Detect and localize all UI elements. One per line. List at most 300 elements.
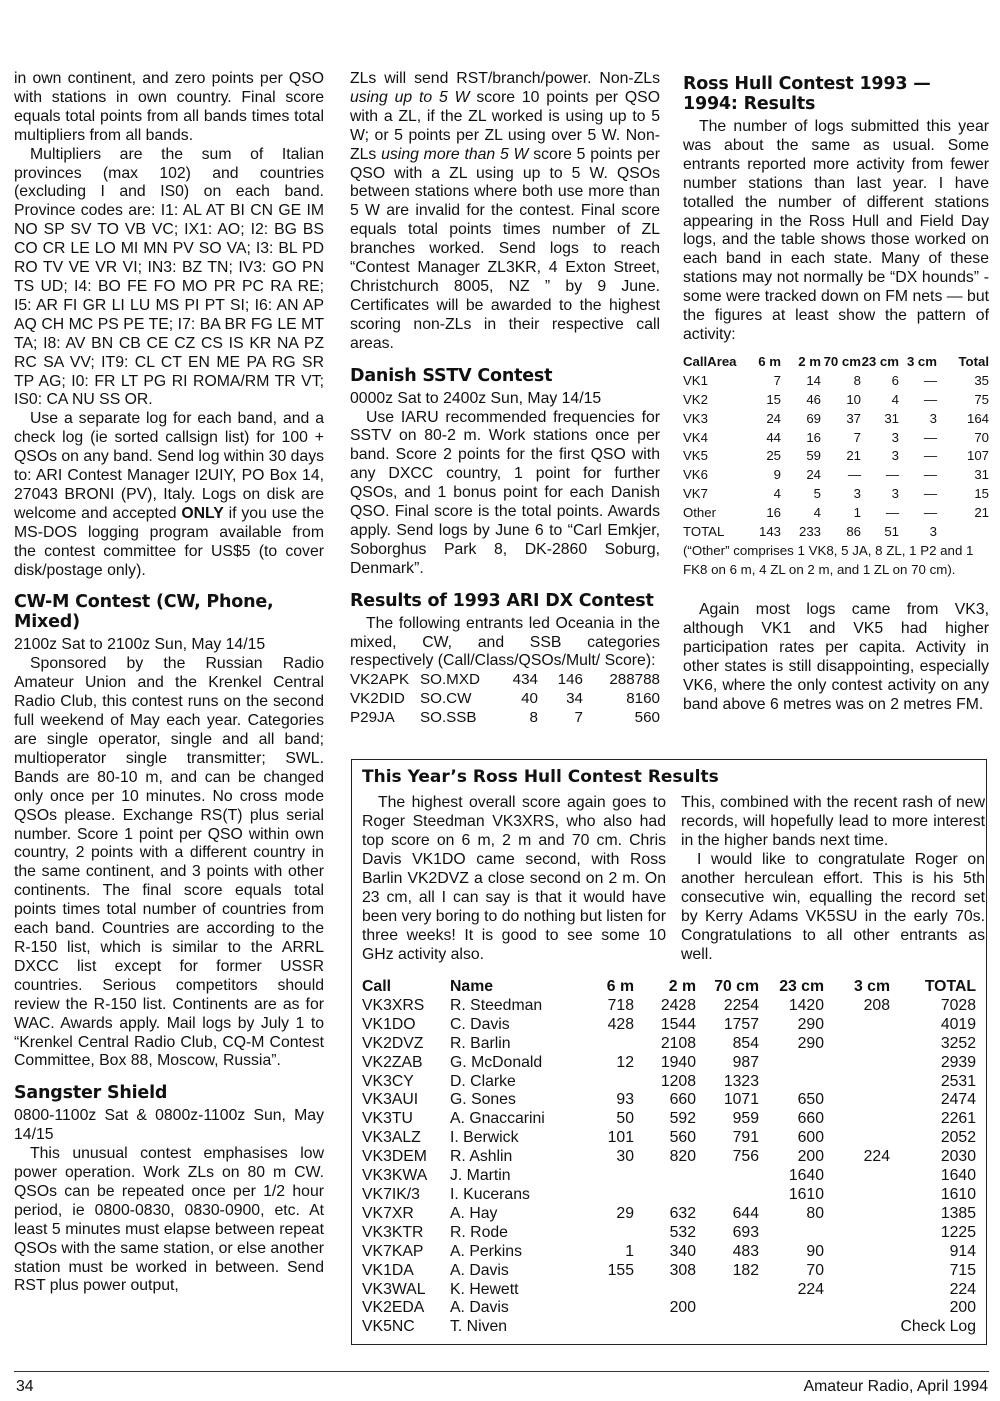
results-cell: A. Davis	[450, 1299, 509, 1317]
results-cell: 200	[669, 1299, 696, 1317]
stats-cell: VK1	[683, 372, 708, 388]
results-row	[362, 1318, 976, 1337]
results-cell: 2030	[940, 1148, 976, 1166]
results-cell: 560	[669, 1129, 696, 1147]
stats-cell: 4	[813, 505, 821, 521]
stats-cell: VK6	[683, 467, 708, 483]
stats-header-cell: Total	[958, 353, 989, 369]
box-left-column	[362, 793, 666, 964]
sangster-shield-time: 0800-1100z Sat & 0800z-1100z Sun, May 14/15	[14, 1107, 324, 1144]
results-cell: 80	[806, 1204, 824, 1222]
ari-result-cell: SO.MXD	[420, 671, 480, 689]
results-cell: 820	[669, 1148, 696, 1166]
results-cell: 2254	[723, 996, 759, 1014]
stats-cell: 21	[974, 505, 989, 521]
results-cell: VK3WAL	[362, 1280, 426, 1298]
stats-cell: 4	[891, 391, 899, 407]
results-cell: 987	[732, 1053, 759, 1071]
results-cell: 532	[669, 1223, 696, 1241]
results-cell: VK3XRS	[362, 996, 425, 1014]
stats-cell: 1	[853, 505, 861, 521]
results-cell	[759, 1054, 824, 1073]
results-cell: 428	[607, 1015, 634, 1033]
results-row	[362, 1035, 976, 1054]
stats-cell: 143	[758, 524, 781, 540]
results-header-cell: Call	[362, 978, 391, 995]
stats-cell: 15	[766, 391, 781, 407]
box-right-text-2: I would like to congratulate Roger on another herculean effort. This is his 5th consecutive win, equalling the record set by Kerry Adams VK5SU in the early 70s. Congratulations to all other entrants as well.	[681, 851, 985, 963]
results-cell: 30	[616, 1148, 634, 1166]
results-cell: 7028	[940, 996, 976, 1014]
results-cell: 12	[616, 1053, 634, 1071]
results-cell: D. Clarke	[450, 1072, 516, 1090]
results-cell	[634, 1281, 696, 1300]
stats-cell: 86	[846, 524, 861, 540]
results-cell: J. Martin	[450, 1167, 511, 1185]
results-cell: 715	[949, 1261, 976, 1279]
stats-cell: 7	[773, 372, 781, 388]
ari-result-row	[350, 671, 660, 690]
results-cell: VK1DA	[362, 1261, 414, 1279]
stats-cell	[937, 523, 989, 542]
stats-header-cell: 2 m	[798, 353, 821, 369]
results-cell	[759, 1299, 824, 1318]
stats-row	[683, 485, 989, 504]
stats-cell: 8	[853, 372, 861, 388]
results-cell	[696, 1167, 759, 1186]
sangster-shield-body: This unusual contest emphasises low power operation. Work ZLs on 80 m CW. QSOs can be repeated once per 1/2 hour period, ie 0800-0830, 0830-0900, etc. At least 5 minutes must elapse between repeat QSOs with the same station, or else another station must be worked in between. Send RST plus power output,	[14, 1145, 324, 1295]
results-row	[362, 1243, 976, 1262]
ari-result-cell: 434	[512, 671, 538, 689]
ari-result-cell: VK2APK	[350, 671, 410, 689]
ari-result-cell: SO.SSB	[420, 708, 477, 726]
results-cell: 1385	[940, 1204, 976, 1222]
results-cell: 208	[863, 996, 890, 1014]
results-cell: 1208	[660, 1072, 696, 1090]
ari-result-cell: 560	[634, 708, 660, 726]
results-cell	[824, 1243, 890, 1262]
results-cell: VK2ZAB	[362, 1053, 423, 1071]
results-cell: VK1DO	[362, 1015, 416, 1033]
stats-header-cell: 6 m	[758, 353, 781, 369]
stats-cell: VK5	[683, 448, 708, 464]
results-cell: VK3KWA	[362, 1167, 428, 1185]
stats-cell: VK2	[683, 391, 708, 407]
results-cell: 1640	[788, 1167, 824, 1185]
results-cell: 660	[797, 1110, 824, 1128]
results-header-cell: 3 cm	[853, 978, 890, 995]
results-cell: 1225	[940, 1223, 976, 1241]
stats-cell: 107	[966, 448, 989, 464]
stats-cell: 51	[884, 524, 899, 540]
results-cell: 1757	[723, 1015, 759, 1033]
results-cell	[576, 1299, 634, 1318]
results-cell	[824, 1073, 890, 1092]
sangster-shield-heading: Sangster Shield	[14, 1083, 168, 1104]
results-cell: VK3CY	[362, 1072, 414, 1090]
results-cell: A. Davis	[450, 1261, 509, 1279]
results-cell	[824, 1224, 890, 1243]
ari-result-cell: VK2DID	[350, 689, 405, 707]
results-cell	[576, 1281, 634, 1300]
stats-cell: 7	[853, 429, 861, 445]
results-cell: 200	[797, 1148, 824, 1166]
stats-cell: —	[923, 486, 937, 502]
results-cell: 1323	[723, 1072, 759, 1090]
results-cell: VK3KTR	[362, 1223, 424, 1241]
stats-cell: 24	[806, 467, 821, 483]
danish-sstv-heading: Danish SSTV Contest	[350, 365, 553, 386]
results-cell: 2428	[660, 996, 696, 1014]
stats-cell: —	[923, 391, 937, 407]
stats-cell: 16	[806, 429, 821, 445]
stats-cell: —	[885, 467, 899, 483]
results-cell	[634, 1167, 696, 1186]
stats-cell: —	[923, 429, 937, 445]
results-cell: G. McDonald	[450, 1053, 543, 1071]
results-cell: 693	[732, 1223, 759, 1241]
stats-cell: —	[885, 505, 899, 521]
results-cell: A. Hay	[450, 1204, 498, 1222]
stats-cell: 59	[806, 448, 821, 464]
stats-cell: VK3	[683, 410, 708, 426]
results-header-cell: 70 cm	[714, 978, 759, 995]
results-cell	[824, 1318, 890, 1337]
results-header-cell: Name	[450, 978, 494, 995]
sangster-rules-text: ZLs will send RST/branch/power. Non-ZLs using up to 5 W score 10 points per QSO with a ZL, if the ZL worked is using up to 5 W; or 5 points per ZL using over 5 W. Non-ZLs using more than 5 W score 5 points per QSO with a ZL using up to 5 W. QSOs between stations where both use more than 5 W are invalid for the contest. Final score equals total points times number of ZL branches worked. Send logs to reach “Contest Manager ZL3KR, 4 Exton Street, Christchurch 8005, NZ ” by 9 June. Certificates will be awarded to the highest scoring non-ZLs in their respective call areas.	[350, 70, 660, 352]
results-cell: 2531	[940, 1072, 976, 1090]
stats-cell: —	[923, 467, 937, 483]
results-cell: 791	[732, 1129, 759, 1147]
stats-cell: 16	[766, 505, 781, 521]
stats-cell: 14	[806, 372, 821, 388]
results-cell	[759, 1224, 824, 1243]
results-cell	[576, 1167, 634, 1186]
stats-cell: 25	[766, 448, 781, 464]
stats-header-cell: 70 cm	[823, 353, 861, 369]
ari-result-cell: 8	[529, 708, 538, 726]
stats-cell: 31	[884, 410, 899, 426]
contest-results-table	[362, 978, 976, 1337]
results-header-cell: TOTAL	[924, 978, 976, 995]
ross-hull-intro: The number of logs submitted this year was about the same as usual. Some entrants reported more activity from fewer number stations than last year. I have totalled the number of different stations appearing in the Ross Hull and Field Day logs, and the table shows those worked on each band in each state. Many of these stations may not normally be “DX hounds” - some were tracked down on FM nets — but the figures at least show the pattern of activity:	[683, 118, 989, 343]
results-cell: T. Niven	[450, 1318, 508, 1336]
results-header-cell: 2 m	[668, 978, 696, 995]
results-row	[362, 1167, 976, 1186]
results-cell: 756	[732, 1148, 759, 1166]
results-cell: K. Hewett	[450, 1280, 519, 1298]
results-cell: C. Davis	[450, 1015, 510, 1033]
stats-row	[683, 447, 989, 466]
results-cell: 660	[669, 1091, 696, 1109]
results-cell	[824, 1205, 890, 1224]
results-header-cell: 23 cm	[779, 978, 824, 995]
results-cell: 70	[806, 1261, 824, 1279]
results-row	[362, 1224, 976, 1243]
results-cell: 50	[616, 1110, 634, 1128]
results-cell	[824, 1129, 890, 1148]
results-cell: 224	[797, 1280, 824, 1298]
stats-cell: 6	[891, 372, 899, 388]
stats-cell: 15	[974, 486, 989, 502]
results-row	[362, 1262, 976, 1281]
ari-results-intro: The following entrants led Oceania in the mixed, CW, and SSB categories respectively (Call/Class/QSOs/Mult/ Score):	[350, 614, 660, 670]
stats-cell: 37	[846, 410, 861, 426]
results-cell	[576, 1073, 634, 1092]
results-cell: VK5NC	[362, 1318, 415, 1336]
results-cell: 600	[797, 1129, 824, 1147]
results-cell	[824, 1016, 890, 1035]
results-cell: 592	[669, 1110, 696, 1128]
stats-cell: —	[847, 467, 861, 483]
stats-cell: VK7	[683, 486, 708, 502]
ari-result-cell: 146	[557, 671, 583, 689]
stats-cell: —	[923, 448, 937, 464]
results-cell	[824, 1281, 890, 1300]
results-row	[362, 1073, 976, 1092]
logs-text: Use a separate log for each band, and a check log (ie sorted callsign list) for 100 + QSOs on any band. Send log within 30 days to: ARI Contest Manager I2UIY, PO Box 14, 27043 BRONI (PV), Italy. Logs on disk are welcome and accepted ONLY if you use the MS-DOS logging program available from the contest committee for US$5 (to cover disk/postage only).	[14, 410, 324, 579]
column-2	[350, 70, 660, 727]
results-cell: 101	[607, 1129, 634, 1147]
results-cell	[696, 1299, 759, 1318]
results-cell: 4019	[940, 1015, 976, 1033]
results-cell: 1640	[940, 1167, 976, 1185]
results-row	[362, 1299, 976, 1318]
box-right-text-1: This, combined with the recent rash of new records, will hopefully lead to more interest in the higher bands next time.	[681, 794, 985, 849]
results-cell: G. Sones	[450, 1091, 516, 1109]
results-row	[362, 1110, 976, 1129]
stats-cell: 44	[766, 429, 781, 445]
results-cell: 224	[863, 1148, 890, 1166]
stats-cell: 3	[891, 486, 899, 502]
results-cell: 224	[949, 1280, 976, 1298]
stats-cell: 3	[929, 410, 937, 426]
results-cell	[576, 1186, 634, 1205]
ari-result-cell: 7	[574, 708, 583, 726]
results-cell	[696, 1186, 759, 1205]
ari-result-cell: 288788	[609, 671, 660, 689]
stats-footnote: (“Other” comprises 1 VK8, 5 JA, 8 ZL, 1 P2 and 1 FK8 on 6 m, 4 ZL on 2 m, and 1 ZL on 70 cm).	[683, 542, 974, 577]
results-cell: Check Log	[900, 1318, 976, 1336]
stats-cell: 69	[806, 410, 821, 426]
results-cell: R. Ashlin	[450, 1148, 513, 1166]
stats-cell: 4	[773, 486, 781, 502]
page-number: 34	[16, 1378, 34, 1395]
results-cell: 290	[797, 1015, 824, 1033]
results-row	[362, 1186, 976, 1205]
stats-cell: —	[923, 372, 937, 388]
stats-cell: 9	[773, 467, 781, 483]
ari-result-cell: 40	[521, 689, 538, 707]
results-cell: 1610	[788, 1185, 824, 1203]
box-left-text: The highest overall score again goes to Roger Steedman VK3XRS, who also had top score on 6 m, 2 m and 70 cm. Chris Davis VK1DO came second, with Ross Barlin VK2DVZ a close second on 2 m. On 23 cm, all I can say is that it would have been very boring to do nothing but listen for three weeks! It is good to see some 10 GHz activity also.	[362, 794, 666, 963]
italian-scoring-text: in own continent, and zero points per QSO with stations in own country. Final score equals total points from all bands times total multipliers from all bands.	[14, 70, 324, 144]
stats-header-cell: 23 cm	[861, 353, 899, 369]
results-cell	[824, 1262, 890, 1281]
ari-result-cell: P29JA	[350, 708, 395, 726]
stats-cell: 3	[929, 524, 937, 540]
results-cell	[634, 1186, 696, 1205]
results-cell: 854	[732, 1034, 759, 1052]
results-cell: 2939	[940, 1053, 976, 1071]
stats-row	[683, 410, 989, 429]
results-cell: 632	[669, 1204, 696, 1222]
footer-rule	[14, 1371, 989, 1372]
ari-results-heading: Results of 1993 ARI DX Contest	[350, 590, 654, 611]
results-cell: VK7IK/3	[362, 1185, 420, 1203]
danish-sstv-body: Use IARU recommended frequencies for SSTV on 80-2 m. Work stations once per band. Score 2 points for the first QSO with any DXCC country, 1 point for further QSOs, and 1 bonus point for each Danish QSO. Final score is the total points. Awards apply. Send logs by June 6 to “Carl Emkjer, Soborghus Park 8, DK-2860 Soburg, Denmark”.	[350, 408, 660, 577]
column-3	[683, 74, 989, 715]
results-cell: 2261	[940, 1110, 976, 1128]
results-cell: 718	[607, 996, 634, 1014]
results-row	[362, 1091, 976, 1110]
stats-cell: 3	[891, 429, 899, 445]
results-cell: 1610	[940, 1185, 976, 1203]
stats-cell: TOTAL	[683, 524, 725, 540]
stats-header-cell: CallArea	[683, 353, 737, 369]
stats-row	[683, 429, 989, 448]
results-cell: I. Kucerans	[450, 1185, 530, 1203]
stats-cell: 35	[974, 372, 989, 388]
results-cell: 340	[669, 1242, 696, 1260]
ari-result-cell: 34	[566, 689, 583, 707]
results-cell: 1071	[723, 1091, 759, 1109]
results-cell: 182	[732, 1261, 759, 1279]
stats-cell: Other	[683, 505, 716, 521]
results-cell	[824, 1035, 890, 1054]
results-cell: VK3AUI	[362, 1091, 419, 1109]
stats-row	[683, 372, 989, 391]
results-cell	[576, 1035, 634, 1054]
results-cell: VK2EDA	[362, 1299, 425, 1317]
stats-row	[683, 523, 989, 542]
stats-cell: —	[923, 505, 937, 521]
results-header-cell: 6 m	[606, 978, 634, 995]
ari-result-row	[350, 690, 660, 709]
ari-result-row	[350, 709, 660, 728]
results-cell	[696, 1281, 759, 1300]
column-1	[14, 70, 324, 1296]
stats-row	[683, 504, 989, 523]
results-cell: A. Perkins	[450, 1242, 522, 1260]
results-cell: 2052	[940, 1129, 976, 1147]
stats-cell: 10	[846, 391, 861, 407]
results-cell: 2108	[660, 1034, 696, 1052]
results-cell: 959	[732, 1110, 759, 1128]
results-cell: R. Barlin	[450, 1034, 511, 1052]
cwm-contest-heading: CW-M Contest (CW, Phone, Mixed)	[14, 592, 274, 633]
results-cell	[696, 1318, 759, 1337]
results-cell: 1	[625, 1242, 634, 1260]
danish-sstv-time: 0000z Sat to 2400z Sun, May 14/15	[350, 389, 602, 407]
ross-hull-results-box	[351, 759, 987, 1345]
results-cell: 644	[732, 1204, 759, 1222]
results-row	[362, 1016, 976, 1035]
stats-cell: 31	[974, 467, 989, 483]
results-cell: 29	[616, 1204, 634, 1222]
results-cell: 290	[797, 1034, 824, 1052]
stats-cell: 5	[813, 486, 821, 502]
results-cell: 93	[616, 1091, 634, 1109]
results-cell	[824, 1110, 890, 1129]
results-cell: VK7KAP	[362, 1242, 424, 1260]
stats-cell: 233	[798, 524, 821, 540]
stats-row	[683, 391, 989, 410]
results-cell	[824, 1299, 890, 1318]
results-cell: 155	[607, 1261, 634, 1279]
results-cell	[759, 1318, 824, 1337]
results-cell: 3252	[940, 1034, 976, 1052]
stats-cell: 164	[966, 410, 989, 426]
results-cell: VK2DVZ	[362, 1034, 424, 1052]
ari-results-table	[350, 671, 660, 727]
results-cell	[824, 1054, 890, 1073]
stats-cell: 75	[974, 391, 989, 407]
multipliers-text: Multipliers are the sum of Italian provinces (max 102) and countries (excluding I and IS0) on each band. Province codes are: I1: AL AT BI CN GE IM NO SP SV TO VB VC; IX1: AO; I2: BG BS CO CR LE LO MI MN PV SO VA; I3: BL PD RO TV VE VR VI; IN3: BZ TN; IV3: GO PN TS UD; I4: BO FE FO MO PR PC RA RE; I5: AR FI GR LI LU MS PI PT SI; I6: AN AP AQ CH MC PS PE TE; I7: BA BR FG LE MT TA; I8: AV BN CB CE CZ CS IS KR NA PZ RC SA VV; IT9: CL CT EN ME PA RG SR TP AG; I0: FR LT PG RI ROMA/RM TR VT; IS0: CA NU SS OR.	[14, 145, 324, 409]
results-cell: VK7XR	[362, 1204, 414, 1222]
ross-hull-results-heading: Ross Hull Contest 1993 — 1994: Results	[683, 74, 931, 114]
stats-cell: VK4	[683, 429, 708, 445]
cwm-contest-body: Sponsored by the Russian Radio Amateur Union and the Krenkel Central Radio Club, this contest runs on the second full weekend of May each year. Categories are single operator, single and all band; multioperator single transmitter; SWL. Bands are 80-10 m, and can be changed only once per 10 minutes. No cross mode QSOs please. Exchange RS(T) plus serial number. Score 1 point per QSO within own country, 2 points with a different country in the same continent, and 3 points with other continents. The final score equals total points times total number of countries from each band. Countries are according to the R-150 list, which is similar to the ARRL DXCC list except for former USSR countries. Serious competitors should review the R-150 list. Continents are as for WAC. Awards apply. Mail logs by July 1 to “Krenkel Central Radio Club, CQ-M Contest Committee, Box 88, Moscow, Russia”.	[14, 655, 324, 1070]
results-cell: 650	[797, 1091, 824, 1109]
results-row	[362, 1148, 976, 1167]
results-cell	[824, 1186, 890, 1205]
results-cell: 914	[949, 1242, 976, 1260]
results-cell: 1420	[788, 996, 824, 1014]
ross-hull-summary: Again most logs came from VK3, although VK1 and VK5 had higher participation rates per capita. Activity in other states is still disappointing, especially VK6, where the only contest activity on any band above 6 metres was on 2 metres FM.	[683, 601, 989, 713]
stats-cell: 70	[974, 429, 989, 445]
results-cell	[576, 1224, 634, 1243]
results-cell	[759, 1073, 824, 1092]
results-cell	[634, 1318, 696, 1337]
stats-row	[683, 466, 989, 485]
stats-cell: 3	[891, 448, 899, 464]
results-cell: R. Steedman	[450, 996, 543, 1014]
results-cell: 308	[669, 1261, 696, 1279]
box-title: This Year’s Ross Hull Contest Results	[362, 767, 719, 787]
results-cell: VK3ALZ	[362, 1129, 421, 1147]
results-row	[362, 1205, 976, 1224]
stats-cell: 24	[766, 410, 781, 426]
stats-header-cell: 3 cm	[906, 353, 937, 369]
results-row	[362, 1054, 976, 1073]
results-cell	[824, 1167, 890, 1186]
results-cell: 2474	[940, 1091, 976, 1109]
results-row	[362, 1129, 976, 1148]
results-row	[362, 997, 976, 1016]
results-cell: 483	[732, 1242, 759, 1260]
results-cell	[576, 1318, 634, 1337]
results-cell	[824, 1091, 890, 1110]
results-cell: R. Rode	[450, 1223, 508, 1241]
publication-footer: Amateur Radio, April 1994	[803, 1378, 988, 1395]
cwm-contest-time: 2100z Sat to 2100z Sun, May 14/15	[14, 636, 266, 654]
ari-result-cell: SO.CW	[420, 689, 472, 707]
stats-cell: 46	[806, 391, 821, 407]
results-cell: 1940	[660, 1053, 696, 1071]
results-cell: 200	[949, 1299, 976, 1317]
ari-result-cell: 8160	[626, 689, 660, 707]
results-row	[362, 1281, 976, 1300]
stats-cell: 21	[846, 448, 861, 464]
callarea-stats-table	[683, 353, 989, 542]
box-right-column	[681, 793, 985, 964]
results-cell: 90	[806, 1242, 824, 1260]
stats-cell: 3	[853, 486, 861, 502]
results-cell: VK3DEM	[362, 1148, 427, 1166]
results-cell: 1544	[660, 1015, 696, 1033]
results-cell: I. Berwick	[450, 1129, 519, 1147]
